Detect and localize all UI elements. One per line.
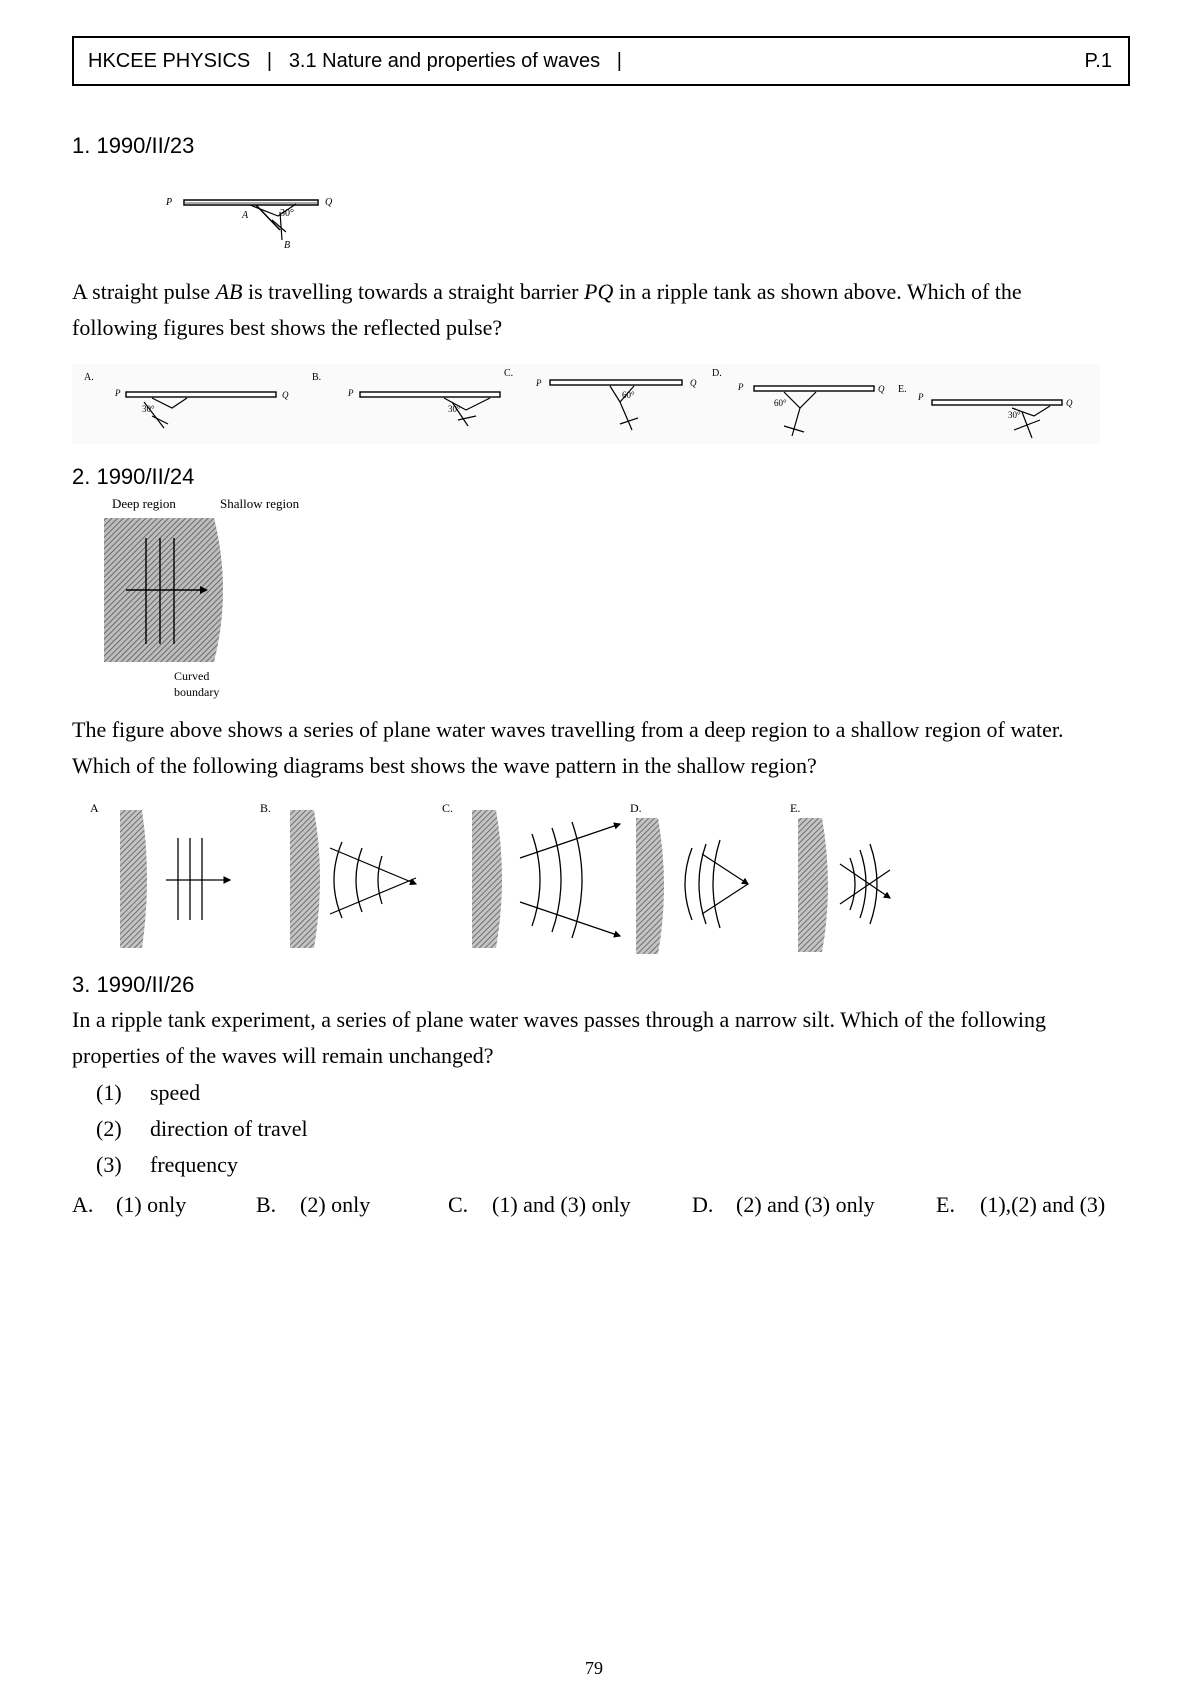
q1-option-a-letter: A. xyxy=(84,372,94,383)
q1-fig-label-p: P xyxy=(166,197,173,208)
q1-option-e-angle: 30° xyxy=(1008,410,1021,420)
q1-option-d-letter: D. xyxy=(712,368,722,379)
page-header xyxy=(72,36,1130,86)
header-topic: 3.1 Nature and properties of waves xyxy=(288,50,601,72)
question-2-number: 2. 1990/II/24 xyxy=(72,464,195,489)
q2-option-e-letter: E. xyxy=(790,801,801,815)
q3-option-d: D. (2) and (3) only xyxy=(692,1192,875,1217)
q1-fig-angle: 30° xyxy=(280,208,294,219)
question-2-options-figure xyxy=(80,798,950,956)
q1-fig-label-q: Q xyxy=(325,197,333,208)
svg-text:P: P xyxy=(918,392,924,402)
q1-fig-label-a: A xyxy=(242,210,249,221)
q2-option-c-letter: C. xyxy=(442,801,454,815)
q3-option-c: C. (1) and (3) only xyxy=(448,1192,631,1217)
header-page-number: P.1 xyxy=(1084,50,1112,72)
svg-text:P: P xyxy=(738,382,744,392)
q2-option-a-diagram xyxy=(90,801,230,948)
q3-item-1: (1) speed xyxy=(96,1080,201,1105)
header-subject: HKCEE PHYSICS xyxy=(88,50,251,72)
q3-item-3: (3) frequency xyxy=(96,1152,238,1177)
q3-text-line-2: properties of the waves will remain unchanged? xyxy=(72,1043,494,1068)
header-title: HKCEE PHYSICS | 3.1 Nature and properties of waves | xyxy=(88,50,622,72)
q2-deep-label: Deep region xyxy=(112,496,176,511)
q2-boundary-label-2: boundary xyxy=(174,685,220,699)
q2-text-line-2: Which of the following diagrams best shows the wave pattern in the shallow region? xyxy=(72,753,817,778)
page-footer-number: 79 xyxy=(585,1658,603,1678)
q2-boundary-label-1: Curved xyxy=(174,669,210,683)
question-3-text xyxy=(72,1002,1152,1074)
q2-shallow-label: Shallow region xyxy=(220,496,300,511)
svg-text:Q: Q xyxy=(282,390,289,400)
q2-option-d-diagram xyxy=(630,801,748,954)
q1-option-b-angle: 30° xyxy=(448,404,461,414)
q1-option-e-letter: E. xyxy=(898,384,907,395)
q1-fig-label-b: B xyxy=(284,240,291,251)
svg-text:Q: Q xyxy=(1066,398,1073,408)
q3-text-line-1: In a ripple tank experiment, a series of plane water waves passes through a narrow silt. Which of the following xyxy=(72,1007,1047,1032)
q3-option-a: A. (1) only xyxy=(72,1192,187,1217)
q3-option-e: E. (1),(2) and (3) xyxy=(936,1192,1106,1217)
svg-text:P: P xyxy=(348,388,354,398)
q1-option-d-angle: 60° xyxy=(774,398,787,408)
q2-option-b-letter: B. xyxy=(260,801,272,815)
question-2-figure xyxy=(96,494,336,702)
svg-text:P: P xyxy=(115,388,121,398)
svg-text:Q: Q xyxy=(690,378,697,388)
question-1-figure xyxy=(160,188,340,254)
q1-barrier-pq: PQ xyxy=(584,279,614,304)
q2-option-d-letter: D. xyxy=(630,801,642,815)
q1-text-line-1: A straight pulse AB is travelling towards a straight barrier PQ in a ripple tank as shown above. Which of the xyxy=(72,279,1022,304)
question-2-text xyxy=(72,712,1152,784)
question-1-options-figure xyxy=(72,364,1100,444)
svg-text:P: P xyxy=(536,378,542,388)
q1-option-c-angle: 60° xyxy=(622,390,635,400)
q1-text-line-2: following figures best shows the reflected pulse? xyxy=(72,315,503,340)
question-3-number: 3. 1990/II/26 xyxy=(72,972,195,997)
q3-item-2: (2) direction of travel xyxy=(96,1116,308,1141)
q2-option-e-diagram xyxy=(790,801,890,952)
question-1-text xyxy=(72,274,1152,346)
q1-pulse-ab: AB xyxy=(215,279,243,304)
q3-option-b: B. (2) only xyxy=(256,1192,371,1217)
q1-option-c-letter: C. xyxy=(504,368,514,379)
q2-option-a-letter: A xyxy=(90,801,99,815)
q1-option-b-letter: B. xyxy=(312,372,322,383)
svg-text:Q: Q xyxy=(878,384,885,394)
q2-option-b-diagram xyxy=(260,801,416,948)
q1-option-a-angle: 30° xyxy=(142,404,155,414)
q2-text-line-1: The figure above shows a series of plane water waves travelling from a deep region to a shallow region of water. xyxy=(72,717,1064,742)
q2-option-c-diagram xyxy=(442,801,620,948)
question-1-number: 1. 1990/II/23 xyxy=(72,133,195,158)
